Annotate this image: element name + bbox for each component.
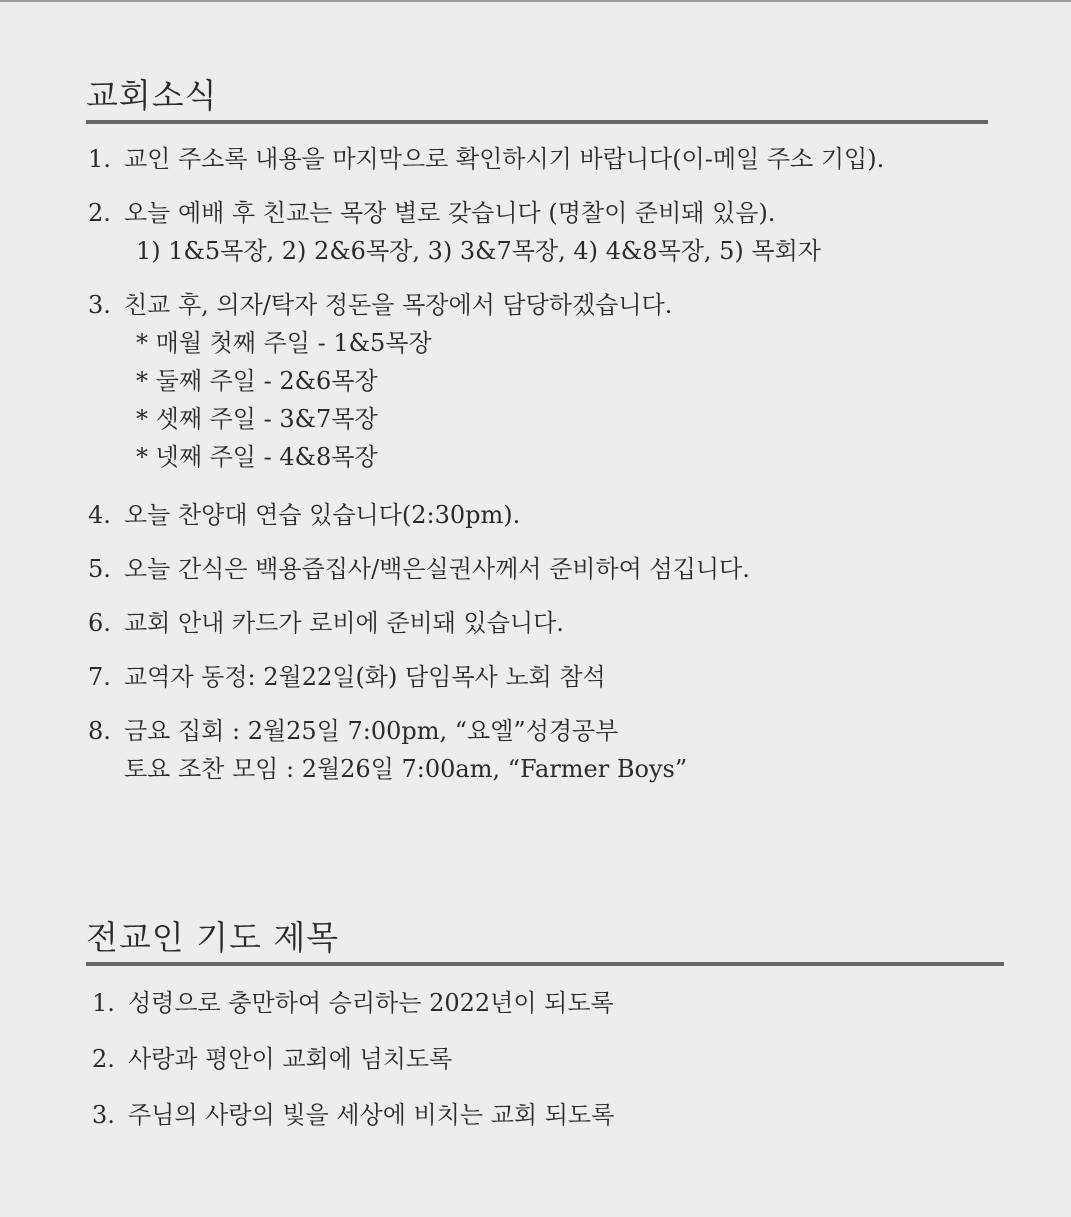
prayer-item-2 bbox=[92, 1040, 452, 1078]
news-item-subline: 1) 1&5목장, 2) 2&6목장, 3) 3&7목장, 4) 4&8목장, 5) 목회자 bbox=[136, 237, 821, 265]
news-item-subline: * 셋째 주일 - 3&7목장 bbox=[136, 405, 378, 433]
church-news-heading-rule bbox=[86, 120, 988, 124]
prayer-heading-rule bbox=[86, 962, 1004, 966]
news-item-number: 1. bbox=[88, 145, 111, 173]
news-item-text: 교인 주소록 내용을 마지막으로 확인하시기 바랍니다(이-메일 주소 기입). bbox=[124, 145, 885, 173]
news-item-6 bbox=[88, 604, 564, 642]
prayer-item-number: 2. bbox=[92, 1045, 115, 1073]
news-item-5 bbox=[88, 550, 750, 588]
news-item-text: 금요 집회 : 2월25일 7:00pm, “요엘”성경공부 bbox=[124, 717, 619, 745]
prayer-item-number: 1. bbox=[92, 989, 115, 1017]
news-item-7 bbox=[88, 658, 606, 696]
news-item-number: 6. bbox=[88, 609, 111, 637]
news-item-subline: * 둘째 주일 - 2&6목장 bbox=[136, 367, 378, 395]
news-item-subline: * 넷째 주일 - 4&8목장 bbox=[136, 443, 378, 471]
news-item-4 bbox=[88, 496, 520, 534]
news-item-text: 오늘 간식은 백용즙집사/백은실권사께서 준비하여 섬깁니다. bbox=[124, 555, 750, 583]
top-border bbox=[0, 0, 1071, 2]
news-item-text: 교역자 동정: 2월22일(화) 담임목사 노회 참석 bbox=[124, 663, 606, 691]
prayer-item-text: 주님의 사랑의 빛을 세상에 비치는 교회 되도록 bbox=[128, 1101, 615, 1129]
church-news-section bbox=[86, 76, 988, 124]
news-item-number: 8. bbox=[88, 717, 111, 745]
news-item-number: 7. bbox=[88, 663, 111, 691]
news-item-number: 3. bbox=[88, 291, 111, 319]
prayer-item-1 bbox=[92, 984, 614, 1022]
news-item-3 bbox=[88, 286, 672, 476]
news-item-2 bbox=[88, 194, 821, 270]
prayer-item-3 bbox=[92, 1096, 614, 1134]
news-item-8 bbox=[88, 712, 687, 788]
prayer-section bbox=[86, 918, 1004, 966]
news-item-number: 5. bbox=[88, 555, 111, 583]
news-item-text: 오늘 찬양대 연습 있습니다(2:30pm). bbox=[124, 501, 521, 529]
news-item-subline: * 매월 첫째 주일 - 1&5목장 bbox=[136, 329, 432, 357]
news-item-continuation: 토요 조찬 모임 : 2월26일 7:00am, “Farmer Boys” bbox=[124, 755, 688, 783]
news-item-1 bbox=[88, 140, 884, 178]
news-item-text: 오늘 예배 후 친교는 목장 별로 갖습니다 (명찰이 준비돼 있음). bbox=[124, 199, 776, 227]
prayer-item-text: 사랑과 평안이 교회에 넘치도록 bbox=[128, 1045, 453, 1073]
news-item-number: 4. bbox=[88, 501, 111, 529]
prayer-item-number: 3. bbox=[92, 1101, 115, 1129]
prayer-item-text: 성령으로 충만하여 승리하는 2022년이 되도록 bbox=[128, 989, 614, 1017]
news-item-text: 교회 안내 카드가 로비에 준비돼 있습니다. bbox=[124, 609, 564, 637]
prayer-heading: 전교인 기도 제목 bbox=[86, 918, 340, 957]
news-item-text: 친교 후, 의자/탁자 정돈을 목장에서 담당하겠습니다. bbox=[124, 291, 673, 319]
church-news-heading: 교회소식 bbox=[86, 76, 218, 115]
news-item-number: 2. bbox=[88, 199, 111, 227]
